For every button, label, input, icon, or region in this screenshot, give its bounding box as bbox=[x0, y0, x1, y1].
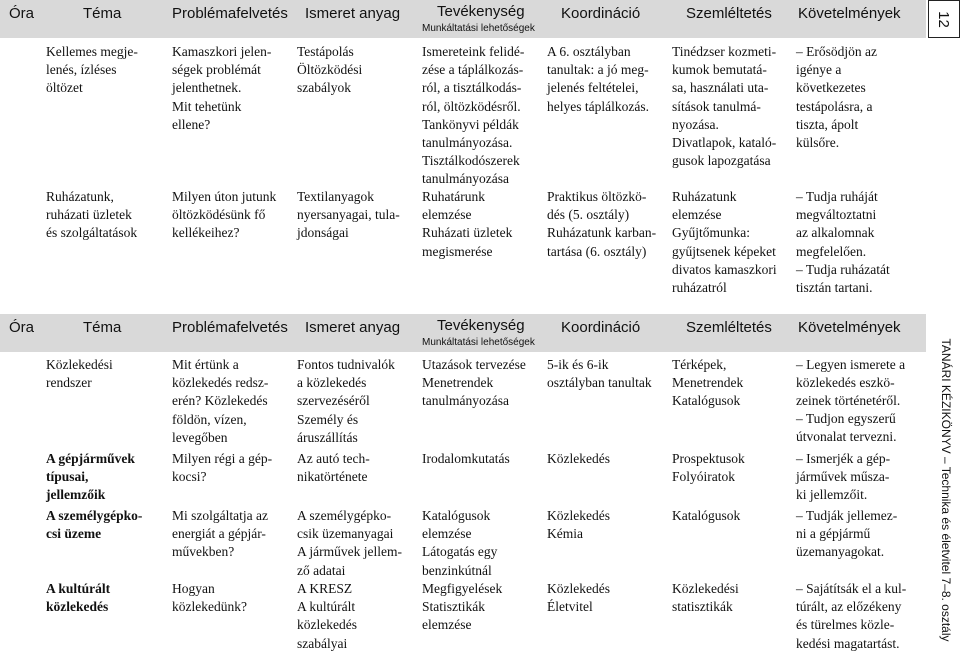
header2-ismeret: Ismeret anyag bbox=[305, 319, 401, 336]
t1-r2-kov-2: – Tudja ruházatát tisztán tartani. bbox=[796, 262, 890, 296]
header-ismeret: Ismeret anyag bbox=[305, 5, 401, 22]
header-kovetelmenyek: Követelmények bbox=[798, 5, 901, 22]
side-running-title: TANÁRI KÉZIKÖNYV – Technika és életvitel 7–8. osztály bbox=[939, 338, 953, 642]
header-szemleltetes: Szemléltetés bbox=[686, 5, 772, 22]
t1-r2-tema: Ruházatunk, ruházati üzletek és szolgáltatások bbox=[46, 189, 138, 241]
t2-r2-koordinacio: Közlekedés bbox=[547, 451, 610, 466]
t2-r4-koordinacio: Közlekedés Életvitel bbox=[547, 581, 610, 615]
t1-r2-szemleltetes: Ruházatunk elemzése Gyűjtőmunka: gyűjtsenek képeket divatos kamaszkori ruházatról bbox=[672, 189, 777, 296]
header2-problema: Problémafelvetés bbox=[172, 319, 288, 336]
t2-r2-tema: A gépjárművek típusai, jellemzőik bbox=[46, 451, 135, 503]
header-koordinacio: Koordináció bbox=[561, 5, 641, 22]
page-number-box bbox=[928, 0, 960, 38]
header-tevekenyseg-sub: Munkáltatási lehetőségek bbox=[422, 23, 535, 34]
t2-r2-problema: Milyen régi a gép- kocsi? bbox=[172, 451, 273, 485]
t2-r3-ismeret: A személygépko- csik üzemanyagai A járművek jellem- ző adatai bbox=[297, 508, 402, 578]
t1-r1-kov-1: – Erősödjön az igénye a következetes testápolásra, a tiszta, ápolt külsőre. bbox=[796, 44, 877, 151]
table-header-2 bbox=[0, 314, 926, 352]
t1-r1-problema: Kamaszkori jelen- ségek problémát jelenthetnek. Mit tehetünk ellene? bbox=[172, 44, 272, 132]
t2-r4-ismeret: A KRESZ A kultúrált közlekedés szabályai bbox=[297, 581, 357, 651]
header2-kovetelmenyek: Követelmények bbox=[798, 319, 901, 336]
t2-r1-kov-1: – Legyen ismerete a közlekedés eszkö- zeinek történetéről. bbox=[796, 357, 906, 409]
table-header-1 bbox=[0, 0, 926, 38]
t2-r2-tevekenyseg: Irodalomkutatás bbox=[422, 451, 510, 466]
header2-tevekenyseg: Tevékenység bbox=[437, 317, 525, 334]
t2-r3-tevekenyseg: Katalógusok elemzése Látogatás egy benzinkútnál bbox=[422, 508, 498, 578]
header2-tevekenyseg-sub: Munkáltatási lehetőségek bbox=[422, 337, 535, 348]
t2-r1-ismeret: Fontos tudnivalók a közlekedés szervezéséről Személy és áruszállítás bbox=[297, 357, 395, 445]
t2-r4-tevekenyseg: Megfigyelések Statisztikák elemzése bbox=[422, 581, 503, 633]
t2-r1-szemleltetes: Térképek, Menetrendek Katalógusok bbox=[672, 357, 744, 409]
header-tema: Téma bbox=[83, 5, 122, 22]
t1-r1-tema: Kellemes megje- lenés, ízléses öltözet bbox=[46, 44, 138, 96]
t2-r2-szemleltetes: Prospektusok Folyóiratok bbox=[672, 451, 745, 485]
t2-r3-tema: A személygépko- csi üzeme bbox=[46, 508, 143, 542]
t2-r3-problema: Mi szolgáltatja az energiát a gépjár- művekben? bbox=[172, 508, 268, 560]
t1-r2-problema: Milyen úton jutunk öltözködésünk fő kellékeihez? bbox=[172, 189, 277, 241]
t1-r2-tevekenyseg: Ruhatárunk elemzése Ruházati üzletek megismerése bbox=[422, 189, 513, 259]
t2-r2-ismeret: Az autó tech- nikatörténete bbox=[297, 451, 370, 485]
t2-r4-kov-1: – Sajátítsák el a kul- túrált, az előzékeny és türelmes közle- kedési magatartást. bbox=[796, 581, 907, 651]
header2-tema: Téma bbox=[83, 319, 122, 336]
t1-r1-tevekenyseg: Ismereteink felidé- zése a táplálkozás- ról, a tisztálkodás- ról, öltözködésről. Tankönyvi példák tanulmányozása. Tisztálkodószerek tanulmányozása bbox=[422, 44, 525, 187]
header-ora: Óra bbox=[9, 5, 35, 22]
t2-r2-kov-1: – Ismerjék a gép- járművek műsza- ki jellemzőit. bbox=[796, 451, 891, 503]
t1-r2-koordinacio: Praktikus öltözkö- dés (5. osztály) Ruházatunk karban- tartása (6. osztály) bbox=[547, 189, 657, 259]
t1-r2-kov-1: – Tudja ruháját megváltoztatni az alkalomnak megfelelően. bbox=[796, 189, 878, 259]
t2-r1-tevekenyseg: Utazások tervezése Menetrendek tanulmányozása bbox=[422, 357, 526, 409]
t2-r1-koordinacio: 5-ik és 6-ik osztályban tanultak bbox=[547, 357, 652, 391]
t2-r1-tema: Közlekedési rendszer bbox=[46, 357, 113, 391]
t2-r4-problema: Hogyan közlekedünk? bbox=[172, 581, 247, 615]
t2-r3-koordinacio: Közlekedés Kémia bbox=[547, 508, 610, 542]
t1-r2-ismeret: Textilanyagok nyersanyagai, tula- jdonságai bbox=[297, 189, 400, 241]
t1-r1-ismeret: Testápolás Öltözködési szabályok bbox=[297, 44, 363, 96]
header2-szemleltetes: Szemléltetés bbox=[686, 319, 772, 336]
t2-r3-szemleltetes: Katalógusok bbox=[672, 508, 741, 523]
t2-r4-tema: A kultúrált közlekedés bbox=[46, 581, 111, 615]
header-problema: Problémafelvetés bbox=[172, 5, 288, 22]
t2-r4-szemleltetes: Közlekedési statisztikák bbox=[672, 581, 739, 615]
header2-koordinacio: Koordináció bbox=[561, 319, 641, 336]
t2-r3-kov-1: – Tudják jellemez- ni a gépjármű üzemanyagokat. bbox=[796, 508, 898, 560]
t1-r1-szemleltetes: Tinédzser kozmeti- kumok bemutatá- sa, használati uta- sítások tanulmá- nyozása. Divatlapok, kataló- gusok lapozgatása bbox=[672, 44, 777, 169]
header2-ora: Óra bbox=[9, 319, 35, 336]
t2-r1-kov-2: – Tudjon egyszerű útvonalat tervezni. bbox=[796, 411, 897, 445]
t1-r1-koordinacio: A 6. osztályban tanultak: a jó meg- jelenés feltételei, helyes táplálkozás. bbox=[547, 44, 649, 114]
t2-r1-problema: Mit értünk a közlekedés redsz- erén? Közlekedés földön, vízen, levegőben bbox=[172, 357, 269, 445]
page-number: 12 bbox=[934, 11, 952, 28]
header-tevekenyseg: Tevékenység bbox=[437, 3, 525, 20]
